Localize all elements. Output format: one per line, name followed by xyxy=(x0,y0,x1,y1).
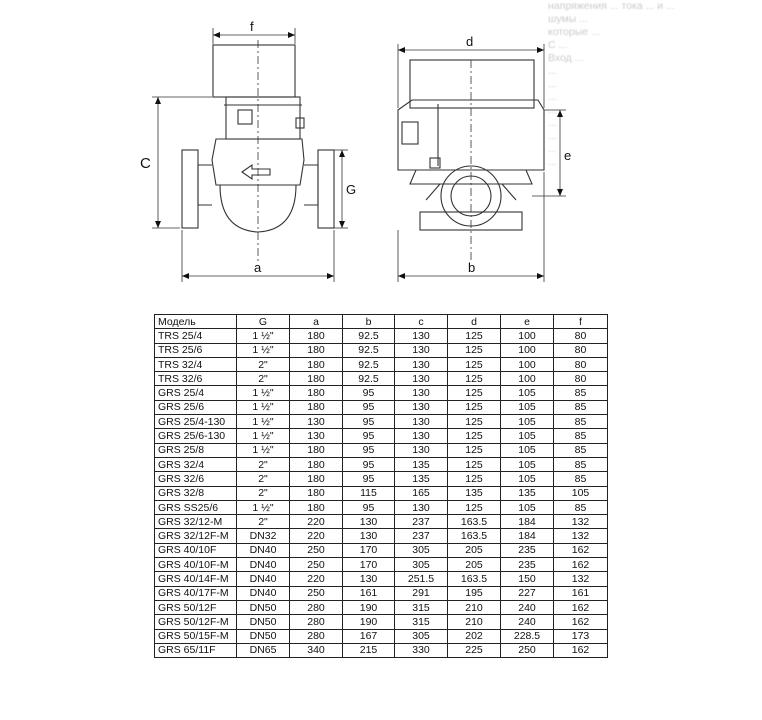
cell-c: 130 xyxy=(395,386,448,400)
cell-a: 180 xyxy=(290,372,343,386)
cell-f: 85 xyxy=(554,429,608,443)
table-row xyxy=(155,372,608,386)
label-g: G xyxy=(346,182,357,197)
cell-c: 330 xyxy=(395,643,448,657)
cell-f: 85 xyxy=(554,500,608,514)
pump-body xyxy=(212,139,304,185)
faded-background-text xyxy=(548,0,762,290)
cell-d: 225 xyxy=(448,643,501,657)
cell-model: GRS 40/10F-M xyxy=(155,558,237,572)
cell-e: 100 xyxy=(501,372,554,386)
background-text-line: С ... xyxy=(548,39,568,51)
header-b: b xyxy=(343,315,395,329)
cell-g: DN50 xyxy=(237,600,290,614)
cell-c: 237 xyxy=(395,529,448,543)
cell-e: 184 xyxy=(501,529,554,543)
cell-e: 235 xyxy=(501,558,554,572)
background-text-line: ... xyxy=(548,91,557,103)
header-f: f xyxy=(554,315,608,329)
motor-housing xyxy=(213,45,295,97)
cell-d: 205 xyxy=(448,558,501,572)
cell-b: 130 xyxy=(343,529,395,543)
cell-f: 85 xyxy=(554,400,608,414)
cell-a: 250 xyxy=(290,586,343,600)
table-row xyxy=(155,572,608,586)
cell-f: 80 xyxy=(554,329,608,343)
cell-b: 215 xyxy=(343,643,395,657)
cell-c: 130 xyxy=(395,372,448,386)
cell-c: 130 xyxy=(395,415,448,429)
background-text-line: ... xyxy=(548,156,557,168)
cell-g: DN50 xyxy=(237,615,290,629)
cell-d: 125 xyxy=(448,400,501,414)
cell-c: 305 xyxy=(395,558,448,572)
cell-d: 125 xyxy=(448,415,501,429)
cell-g: DN40 xyxy=(237,586,290,600)
cell-model: TRS 25/4 xyxy=(155,329,237,343)
cell-c: 315 xyxy=(395,615,448,629)
cell-g: 1 ½" xyxy=(237,386,290,400)
cell-b: 95 xyxy=(343,415,395,429)
cell-d: 210 xyxy=(448,615,501,629)
header-c: c xyxy=(395,315,448,329)
cell-model: GRS 25/8 xyxy=(155,443,237,457)
cell-model: GRS 32/12F-M xyxy=(155,529,237,543)
cell-d: 163.5 xyxy=(448,529,501,543)
cell-f: 85 xyxy=(554,457,608,471)
cell-a: 280 xyxy=(290,600,343,614)
cell-e: 105 xyxy=(501,500,554,514)
cell-g: 1 ½" xyxy=(237,415,290,429)
volute xyxy=(220,185,296,232)
cell-b: 95 xyxy=(343,443,395,457)
table-row xyxy=(155,386,608,400)
cell-d: 125 xyxy=(448,457,501,471)
cell-a: 130 xyxy=(290,429,343,443)
cell-g: 1 ½" xyxy=(237,443,290,457)
cell-g: 2" xyxy=(237,457,290,471)
pump-side-view xyxy=(398,60,544,260)
cell-e: 250 xyxy=(501,643,554,657)
cell-g: 2" xyxy=(237,515,290,529)
cell-e: 228.5 xyxy=(501,629,554,643)
background-text-line: которые ... xyxy=(548,26,600,38)
outlet-flange xyxy=(318,150,334,228)
cell-b: 170 xyxy=(343,558,395,572)
table-row xyxy=(155,443,608,457)
cell-f: 162 xyxy=(554,615,608,629)
cell-f: 80 xyxy=(554,357,608,371)
cell-d: 202 xyxy=(448,629,501,643)
table-row xyxy=(155,558,608,572)
cell-e: 135 xyxy=(501,486,554,500)
cell-c: 135 xyxy=(395,472,448,486)
cell-e: 105 xyxy=(501,429,554,443)
cell-model: TRS 25/6 xyxy=(155,343,237,357)
cell-d: 125 xyxy=(448,443,501,457)
cell-d: 195 xyxy=(448,586,501,600)
table-row xyxy=(155,643,608,657)
cell-f: 161 xyxy=(554,586,608,600)
cell-b: 95 xyxy=(343,386,395,400)
cell-f: 132 xyxy=(554,515,608,529)
cell-d: 125 xyxy=(448,386,501,400)
cell-b: 115 xyxy=(343,486,395,500)
cell-d: 125 xyxy=(448,500,501,514)
cell-g: DN32 xyxy=(237,529,290,543)
cell-b: 92.5 xyxy=(343,329,395,343)
cell-b: 167 xyxy=(343,629,395,643)
cell-c: 130 xyxy=(395,357,448,371)
cell-b: 190 xyxy=(343,600,395,614)
cell-a: 180 xyxy=(290,400,343,414)
cell-f: 105 xyxy=(554,486,608,500)
header-a: a xyxy=(290,315,343,329)
cell-d: 135 xyxy=(448,486,501,500)
dimensions-table xyxy=(154,314,608,658)
cell-model: GRS 40/17F-M xyxy=(155,586,237,600)
table-row xyxy=(155,629,608,643)
cell-b: 92.5 xyxy=(343,357,395,371)
table-row xyxy=(155,457,608,471)
cell-d: 205 xyxy=(448,543,501,557)
cell-f: 132 xyxy=(554,529,608,543)
cell-d: 163.5 xyxy=(448,572,501,586)
cell-d: 125 xyxy=(448,372,501,386)
cell-b: 95 xyxy=(343,500,395,514)
cell-b: 95 xyxy=(343,457,395,471)
cell-model: TRS 32/6 xyxy=(155,372,237,386)
cell-model: GRS 32/12-M xyxy=(155,515,237,529)
table-row xyxy=(155,486,608,500)
cell-f: 85 xyxy=(554,386,608,400)
cell-model: GRS 50/12F-M xyxy=(155,615,237,629)
table-row xyxy=(155,586,608,600)
cell-d: 125 xyxy=(448,329,501,343)
cell-d: 163.5 xyxy=(448,515,501,529)
label-a: a xyxy=(254,260,262,275)
background-text-line: ... xyxy=(548,117,557,129)
cell-g: 1 ½" xyxy=(237,343,290,357)
cell-a: 180 xyxy=(290,500,343,514)
cell-a: 180 xyxy=(290,357,343,371)
header-d: d xyxy=(448,315,501,329)
cell-b: 130 xyxy=(343,515,395,529)
table-header-row xyxy=(155,315,608,329)
cell-d: 210 xyxy=(448,600,501,614)
cell-e: 150 xyxy=(501,572,554,586)
cell-c: 130 xyxy=(395,500,448,514)
cell-f: 132 xyxy=(554,572,608,586)
cell-e: 240 xyxy=(501,600,554,614)
terminal-box xyxy=(226,97,300,139)
table-row xyxy=(155,343,608,357)
cell-g: 2" xyxy=(237,472,290,486)
inlet-flange xyxy=(182,150,198,228)
cell-c: 315 xyxy=(395,600,448,614)
cell-e: 240 xyxy=(501,615,554,629)
cell-model: GRS SS25/6 xyxy=(155,500,237,514)
cell-f: 85 xyxy=(554,472,608,486)
table-row xyxy=(155,415,608,429)
motor-side xyxy=(410,60,534,108)
cell-a: 180 xyxy=(290,386,343,400)
cell-a: 220 xyxy=(290,515,343,529)
cell-f: 80 xyxy=(554,372,608,386)
cell-d: 125 xyxy=(448,429,501,443)
table-row xyxy=(155,472,608,486)
cell-e: 105 xyxy=(501,386,554,400)
cell-c: 305 xyxy=(395,629,448,643)
cell-f: 162 xyxy=(554,600,608,614)
cell-g: 2" xyxy=(237,357,290,371)
label-f: f xyxy=(250,19,254,34)
cell-g: 1 ½" xyxy=(237,329,290,343)
pump-dimension-drawing xyxy=(120,0,580,290)
cell-f: 162 xyxy=(554,643,608,657)
cell-e: 105 xyxy=(501,415,554,429)
cell-e: 105 xyxy=(501,400,554,414)
label-b: b xyxy=(468,260,476,275)
cell-model: GRS 25/6-130 xyxy=(155,429,237,443)
cell-a: 340 xyxy=(290,643,343,657)
cell-g: 1 ½" xyxy=(237,500,290,514)
cell-b: 190 xyxy=(343,615,395,629)
cell-e: 100 xyxy=(501,329,554,343)
cell-b: 95 xyxy=(343,429,395,443)
cell-e: 235 xyxy=(501,543,554,557)
cell-g: DN40 xyxy=(237,572,290,586)
cell-model: GRS 25/4-130 xyxy=(155,415,237,429)
cell-b: 95 xyxy=(343,400,395,414)
cell-a: 280 xyxy=(290,629,343,643)
cell-a: 130 xyxy=(290,415,343,429)
cell-model: GRS 40/10F xyxy=(155,543,237,557)
background-text-line: шумы ... xyxy=(548,13,588,25)
cell-a: 220 xyxy=(290,529,343,543)
cell-g: DN40 xyxy=(237,558,290,572)
cell-c: 237 xyxy=(395,515,448,529)
pump-front-view xyxy=(182,40,334,262)
cell-c: 130 xyxy=(395,443,448,457)
cell-b: 92.5 xyxy=(343,372,395,386)
table-row xyxy=(155,429,608,443)
cell-a: 180 xyxy=(290,457,343,471)
cell-g: 2" xyxy=(237,372,290,386)
background-text-line: ... xyxy=(548,130,557,142)
cell-b: 130 xyxy=(343,572,395,586)
cable-gland xyxy=(238,110,252,124)
cell-d: 125 xyxy=(448,472,501,486)
background-text-line: напряжения ... тока ... и ... xyxy=(548,0,675,12)
cell-model: GRS 50/12F xyxy=(155,600,237,614)
cell-g: DN65 xyxy=(237,643,290,657)
table-row xyxy=(155,529,608,543)
cell-c: 291 xyxy=(395,586,448,600)
header-e: e xyxy=(501,315,554,329)
cell-c: 135 xyxy=(395,457,448,471)
cell-a: 180 xyxy=(290,472,343,486)
flow-arrow-icon xyxy=(242,165,270,179)
table-row xyxy=(155,515,608,529)
cell-b: 161 xyxy=(343,586,395,600)
cell-g: 2" xyxy=(237,486,290,500)
table-row xyxy=(155,500,608,514)
table-row xyxy=(155,600,608,614)
cell-model: GRS 65/11F xyxy=(155,643,237,657)
background-text-line: ... xyxy=(548,78,557,90)
cell-model: GRS 25/6 xyxy=(155,400,237,414)
label-c: C xyxy=(140,155,151,172)
cell-e: 100 xyxy=(501,357,554,371)
cell-e: 105 xyxy=(501,443,554,457)
cell-b: 95 xyxy=(343,472,395,486)
cell-c: 251.5 xyxy=(395,572,448,586)
cell-b: 92.5 xyxy=(343,343,395,357)
cell-model: GRS 32/6 xyxy=(155,472,237,486)
table-row xyxy=(155,329,608,343)
cell-d: 125 xyxy=(448,357,501,371)
background-text-line: ... xyxy=(548,65,557,77)
cell-f: 162 xyxy=(554,543,608,557)
cell-f: 85 xyxy=(554,415,608,429)
cell-g: 1 ½" xyxy=(237,429,290,443)
cell-f: 162 xyxy=(554,558,608,572)
table-row xyxy=(155,400,608,414)
cell-f: 80 xyxy=(554,343,608,357)
header-model: Модель xyxy=(155,315,237,329)
header-g: G xyxy=(237,315,290,329)
cell-c: 130 xyxy=(395,343,448,357)
cell-c: 305 xyxy=(395,543,448,557)
table-row xyxy=(155,357,608,371)
cell-g: DN40 xyxy=(237,543,290,557)
cell-c: 130 xyxy=(395,329,448,343)
cell-a: 250 xyxy=(290,558,343,572)
cell-model: GRS 25/4 xyxy=(155,386,237,400)
cell-model: GRS 32/4 xyxy=(155,457,237,471)
cell-f: 85 xyxy=(554,443,608,457)
cell-g: DN50 xyxy=(237,629,290,643)
cell-c: 130 xyxy=(395,429,448,443)
cell-e: 184 xyxy=(501,515,554,529)
cell-c: 165 xyxy=(395,486,448,500)
table-row xyxy=(155,615,608,629)
cell-model: GRS 32/8 xyxy=(155,486,237,500)
cell-model: TRS 32/4 xyxy=(155,357,237,371)
cell-a: 180 xyxy=(290,443,343,457)
cell-model: GRS 40/14F-M xyxy=(155,572,237,586)
background-text-line: Вход ... xyxy=(548,52,584,64)
cell-a: 220 xyxy=(290,572,343,586)
cell-d: 125 xyxy=(448,343,501,357)
background-text-line: ... xyxy=(548,104,557,116)
cell-b: 170 xyxy=(343,543,395,557)
cell-g: 1 ½" xyxy=(237,400,290,414)
cell-a: 180 xyxy=(290,343,343,357)
cell-e: 105 xyxy=(501,472,554,486)
cell-e: 227 xyxy=(501,586,554,600)
cell-c: 130 xyxy=(395,400,448,414)
cell-a: 250 xyxy=(290,543,343,557)
cell-model: GRS 50/15F-M xyxy=(155,629,237,643)
table-row xyxy=(155,543,608,557)
cell-a: 280 xyxy=(290,615,343,629)
label-d: d xyxy=(466,34,474,49)
cell-e: 100 xyxy=(501,343,554,357)
cell-e: 105 xyxy=(501,457,554,471)
label-e: e xyxy=(564,148,572,163)
cell-a: 180 xyxy=(290,486,343,500)
cell-a: 180 xyxy=(290,329,343,343)
background-text-line: ... xyxy=(548,143,557,155)
cell-f: 173 xyxy=(554,629,608,643)
